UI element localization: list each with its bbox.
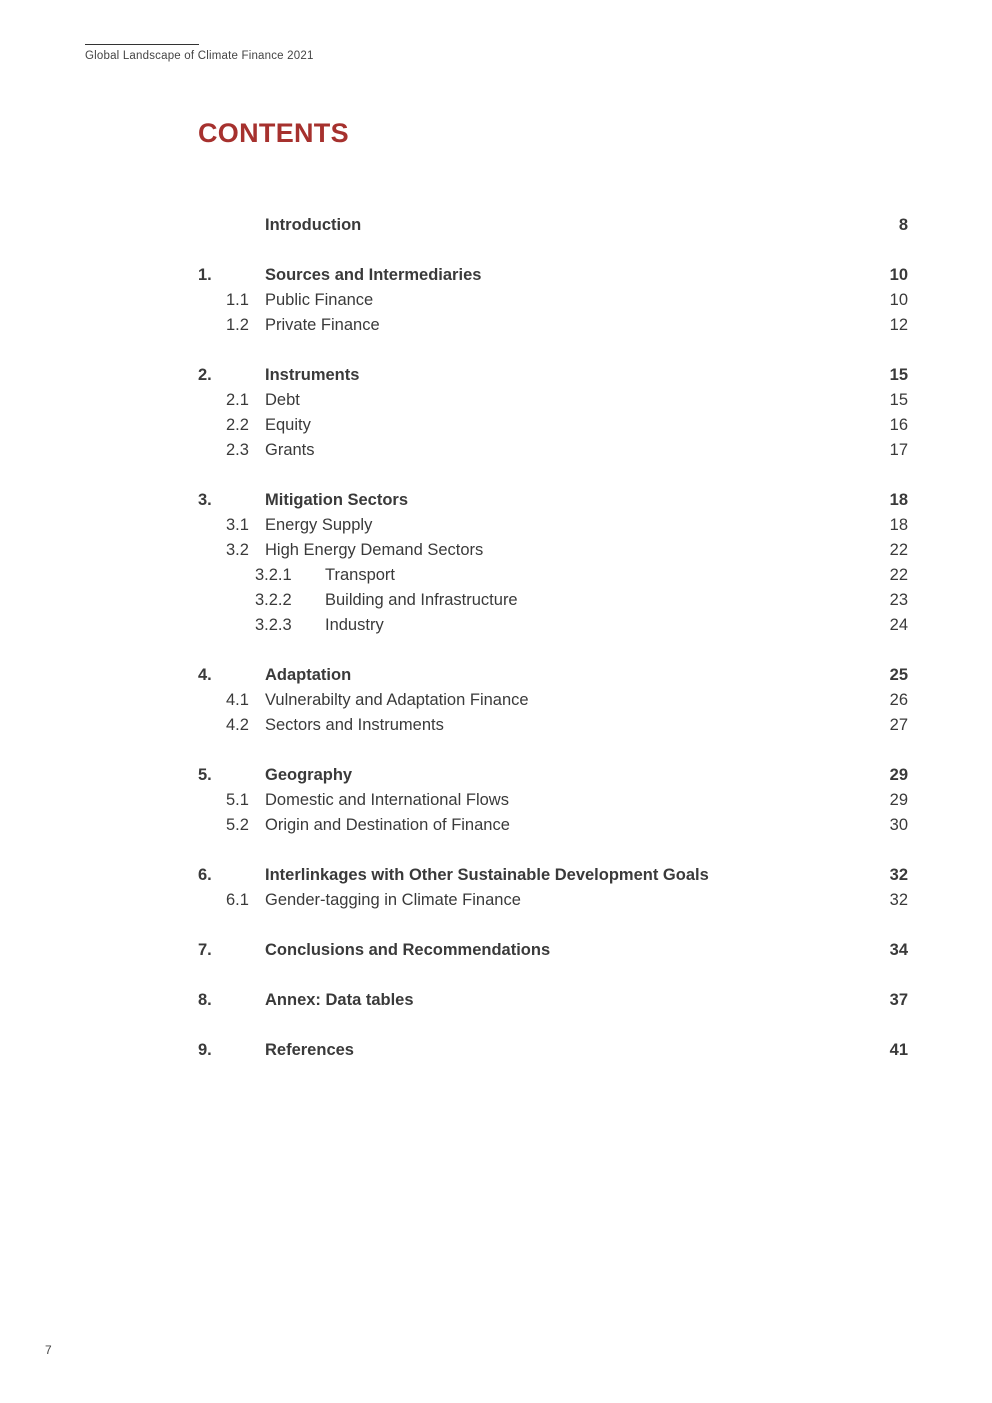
toc-entry-section[interactable]	[198, 313, 908, 338]
toc-entry-number: 2.	[198, 366, 212, 384]
toc-entry-page: 18	[889, 491, 908, 509]
toc-entry-title: Public Finance	[265, 291, 374, 309]
toc-entry-title: Debt	[265, 391, 300, 409]
toc-entry-number: 3.2.2	[255, 591, 292, 609]
toc-group	[198, 988, 908, 1013]
toc-entry-number: 4.1	[226, 691, 249, 709]
toc-entry-page: 26	[889, 691, 908, 709]
toc-entry-chapter[interactable]	[198, 763, 908, 788]
toc-entry-page: 22	[889, 541, 908, 559]
toc-group	[198, 488, 908, 638]
toc-entry-section[interactable]	[198, 688, 908, 713]
toc-entry-number: 7.	[198, 941, 212, 959]
toc-entry-chapter[interactable]	[198, 938, 908, 963]
toc-entry-page: 41	[889, 1041, 908, 1059]
toc-group	[198, 663, 908, 738]
toc-entry-page: 32	[889, 866, 908, 884]
toc-entry-chapter[interactable]	[198, 488, 908, 513]
toc-entry-page: 37	[889, 991, 908, 1009]
toc-entry-title: High Energy Demand Sectors	[265, 541, 484, 559]
toc-entry-section[interactable]	[198, 438, 908, 463]
toc-group	[198, 763, 908, 838]
toc-entry-number: 1.	[198, 266, 212, 284]
toc-entry-title: Energy Supply	[265, 516, 373, 534]
toc-entry-chapter[interactable]	[198, 1038, 908, 1063]
toc-entry-number: 8.	[198, 991, 212, 1009]
toc-entry-chapter[interactable]	[198, 213, 908, 238]
toc-entry-subsection[interactable]	[198, 613, 908, 638]
toc-entry-title: Gender-tagging in Climate Finance	[265, 891, 521, 909]
toc-entry-number: 3.1	[226, 516, 249, 534]
toc-entry-page: 15	[889, 366, 908, 384]
toc-entry-number: 5.1	[226, 791, 249, 809]
toc-entry-title: Domestic and International Flows	[265, 791, 509, 809]
page-title: CONTENTS	[198, 118, 349, 148]
toc-entry-title: Introduction	[265, 216, 362, 234]
toc-entry-number: 2.3	[226, 441, 249, 459]
toc-entry-title: Adaptation	[265, 666, 352, 684]
toc-entry-section[interactable]	[198, 538, 908, 563]
toc-entry-number: 3.	[198, 491, 212, 509]
toc-entry-number: 1.2	[226, 316, 249, 334]
toc-group	[198, 1038, 908, 1063]
toc-entry-page: 24	[889, 616, 908, 634]
toc-entry-section[interactable]	[198, 788, 908, 813]
toc-entry-number: 4.2	[226, 716, 249, 734]
toc-entry-number: 3.2	[226, 541, 249, 559]
toc-entry-title: Vulnerabilty and Adaptation Finance	[265, 691, 529, 709]
toc-entry-number: 3.2.1	[255, 566, 292, 584]
toc-entry-number: 1.1	[226, 291, 249, 309]
toc-entry-page: 16	[889, 416, 908, 434]
toc-entry-page: 32	[889, 891, 908, 909]
toc-entry-title: Origin and Destination of Finance	[265, 816, 510, 834]
toc-entry-chapter[interactable]	[198, 863, 908, 888]
toc-entry-section[interactable]	[198, 413, 908, 438]
toc-entry-chapter[interactable]	[198, 363, 908, 388]
toc-group	[198, 863, 908, 913]
toc-entry-section[interactable]	[198, 713, 908, 738]
toc-entry-title: Private Finance	[265, 316, 380, 334]
toc-entry-page: 12	[889, 316, 908, 334]
running-header: Global Landscape of Climate Finance 2021	[85, 50, 314, 62]
toc-entry-page: 29	[889, 766, 908, 784]
toc-entry-number: 2.2	[226, 416, 249, 434]
toc-entry-page: 34	[889, 941, 908, 959]
toc-entry-title: References	[265, 1041, 354, 1059]
toc-entry-title: Conclusions and Recommendations	[265, 941, 551, 959]
toc-entry-chapter[interactable]	[198, 663, 908, 688]
toc-entry-chapter[interactable]	[198, 263, 908, 288]
toc-entry-section[interactable]	[198, 288, 908, 313]
toc-entry-section[interactable]	[198, 513, 908, 538]
toc-entry-title: Geography	[265, 766, 353, 784]
toc-group	[198, 938, 908, 963]
toc-entry-page: 23	[889, 591, 908, 609]
toc-entry-chapter[interactable]	[198, 988, 908, 1013]
toc-entry-title: Sectors and Instruments	[265, 716, 444, 734]
table-of-contents	[198, 213, 908, 1088]
toc-entry-page: 10	[889, 291, 908, 309]
toc-entry-number: 6.1	[226, 891, 249, 909]
toc-entry-page: 10	[889, 266, 908, 284]
toc-entry-title: Interlinkages with Other Sustainable Development Goals	[265, 866, 709, 884]
toc-entry-subsection[interactable]	[198, 563, 908, 588]
toc-entry-number: 9.	[198, 1041, 212, 1059]
toc-entry-page: 8	[898, 216, 908, 234]
toc-group	[198, 363, 908, 463]
toc-entry-number: 5.	[198, 766, 212, 784]
toc-entry-number: 6.	[198, 866, 212, 884]
toc-entry-page: 27	[889, 716, 908, 734]
toc-entry-title: Grants	[265, 441, 315, 459]
toc-entry-page: 15	[889, 391, 908, 409]
toc-entry-title: Equity	[265, 416, 311, 434]
toc-entry-page: 30	[889, 816, 908, 834]
toc-entry-title: Mitigation Sectors	[265, 491, 409, 509]
toc-entry-page: 18	[889, 516, 908, 534]
toc-entry-section[interactable]	[198, 813, 908, 838]
toc-group	[198, 213, 908, 238]
toc-entry-number: 2.1	[226, 391, 249, 409]
toc-entry-page: 17	[889, 441, 908, 459]
toc-entry-title: Sources and Intermediaries	[265, 266, 482, 284]
toc-entry-title: Industry	[325, 616, 384, 634]
toc-entry-page: 22	[889, 566, 908, 584]
toc-entry-section[interactable]	[198, 888, 908, 913]
toc-entry-number: 5.2	[226, 816, 249, 834]
toc-entry-title: Instruments	[265, 366, 360, 384]
toc-entry-page: 25	[889, 666, 908, 684]
toc-entry-page: 29	[889, 791, 908, 809]
toc-entry-section[interactable]	[198, 388, 908, 413]
toc-entry-title: Building and Infrastructure	[325, 591, 518, 609]
toc-entry-title: Transport	[325, 566, 395, 584]
header-rule	[85, 44, 199, 45]
toc-entry-number: 4.	[198, 666, 212, 684]
toc-group	[198, 263, 908, 338]
toc-entry-subsection[interactable]	[198, 588, 908, 613]
toc-entry-number: 3.2.3	[255, 616, 292, 634]
page-number: 7	[45, 1343, 52, 1357]
toc-entry-title: Annex: Data tables	[265, 991, 414, 1009]
